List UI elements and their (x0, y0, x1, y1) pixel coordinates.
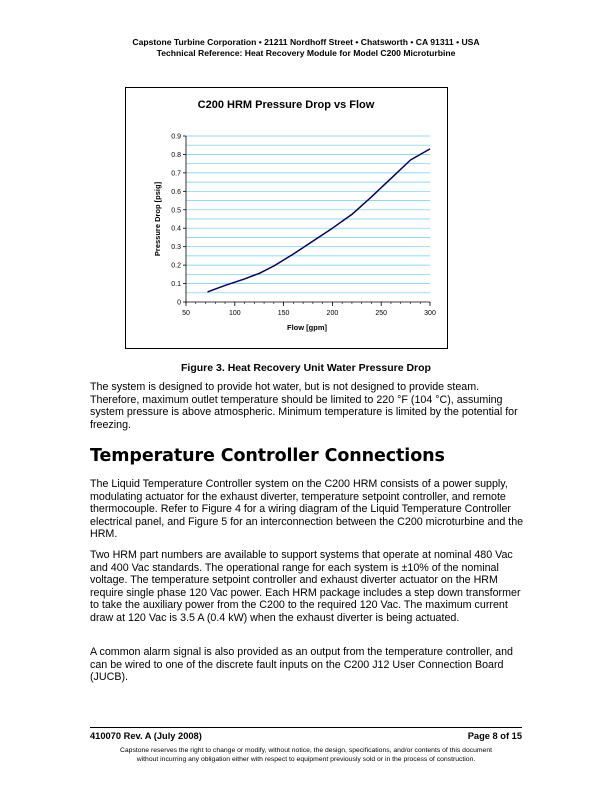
y-tick-label: 0.3 (171, 244, 181, 252)
chart-axes (171, 134, 436, 318)
chart-frame (125, 87, 448, 349)
x-tick-label: 50 (182, 310, 190, 317)
chart-x-axis-label: Flow [gpm] (287, 323, 327, 332)
x-tick-label: 150 (277, 310, 290, 317)
footer-disclaimer-line-2: without incurring any obligation either with respect to equipment previously sold or in the process of construction. (136, 756, 476, 763)
x-tick-label: 200 (326, 310, 339, 317)
y-tick-label: 0.9 (171, 133, 181, 141)
chart-gridlines (186, 136, 430, 293)
paragraph-part-numbers: Two HRM part numbers are available to support systems that operate at nominal 480 Vac and 400 Vac standards. The operational range for each system is ±10% of the nominal voltage. The temperature setpoint controller and exhaust diverter actuator on the HRM require single phase 120 Vac power. Each HRM package includes a step down transformer to take the auxiliary power from the C200 to the required 120 Vac. The maximum current draw at 120 Vac is 3.5 A (0.4 kW) when the exhaust diverter is being actuated. (90, 549, 521, 624)
figure-caption: Figure 3. Heat Recovery Unit Water Pressure Drop (181, 362, 431, 374)
y-tick-label: 0.4 (171, 225, 181, 233)
y-tick-label: 0.5 (171, 207, 181, 215)
x-tick-label: 100 (228, 310, 241, 317)
x-tick-label: 300 (424, 310, 436, 317)
pressure-drop-chart (126, 88, 447, 348)
y-tick-label: 0 (177, 299, 181, 307)
y-tick-label: 0.2 (171, 262, 181, 270)
y-tick-label: 0.6 (171, 188, 181, 196)
chart-series (208, 149, 431, 292)
series-line-pressure-drop (208, 149, 431, 292)
x-tick-label: 250 (375, 310, 388, 317)
paragraph-alarm-signal: A common alarm signal is also provided as an output from the temperature controller, and can be wired to one of the discrete fault inputs on the C200 J12 User Connection Board (JUCB). (90, 646, 513, 684)
y-tick-label: 0.1 (171, 281, 181, 289)
header-line-2: Technical Reference: Heat Recovery Module for Model C200 Microturbine (156, 48, 456, 58)
section-title: Temperature Controller Connections (90, 446, 445, 466)
paragraph-controller-system: The Liquid Temperature Controller system on the C200 HRM consists of a power supply, modulating actuator for the exhaust diverter, temperature setpoint controller, and remote thermocouple. Refer to Figure 4 for a wiring diagram of the Liquid Temperature Controller electrical panel, and Figure 5 for an interconnection between the C200 microturbine and the HRM. (90, 478, 524, 541)
footer-doc-number: 410070 Rev. A (July 2008) (90, 731, 202, 741)
header-line-1: Capstone Turbine Corporation • 21211 Nordhoff Street • Chatsworth • CA 91311 • USA (132, 37, 480, 47)
y-tick-label: 0.8 (171, 151, 181, 159)
footer-disclaimer-line-1: Capstone reserves the right to change or modify, without notice, the design, specifications, and/or contents of this document (119, 747, 493, 754)
footer-page-number: Page 8 of 15 (467, 731, 522, 741)
y-tick-label: 0.7 (171, 170, 181, 178)
chart-y-axis-label: Pressure Drop [psig] (153, 181, 162, 257)
paragraph-hot-water: The system is designed to provide hot water, but is not designed to provide steam. Therefore, maximum outlet temperature should be limited to 220 °F (104 °C), assuming system pressure is above atmospheric. Minimum temperature is limited by the potential for freezing. (90, 381, 518, 431)
footer-divider (90, 727, 522, 728)
chart-title: C200 HRM Pressure Drop vs Flow (197, 99, 375, 111)
